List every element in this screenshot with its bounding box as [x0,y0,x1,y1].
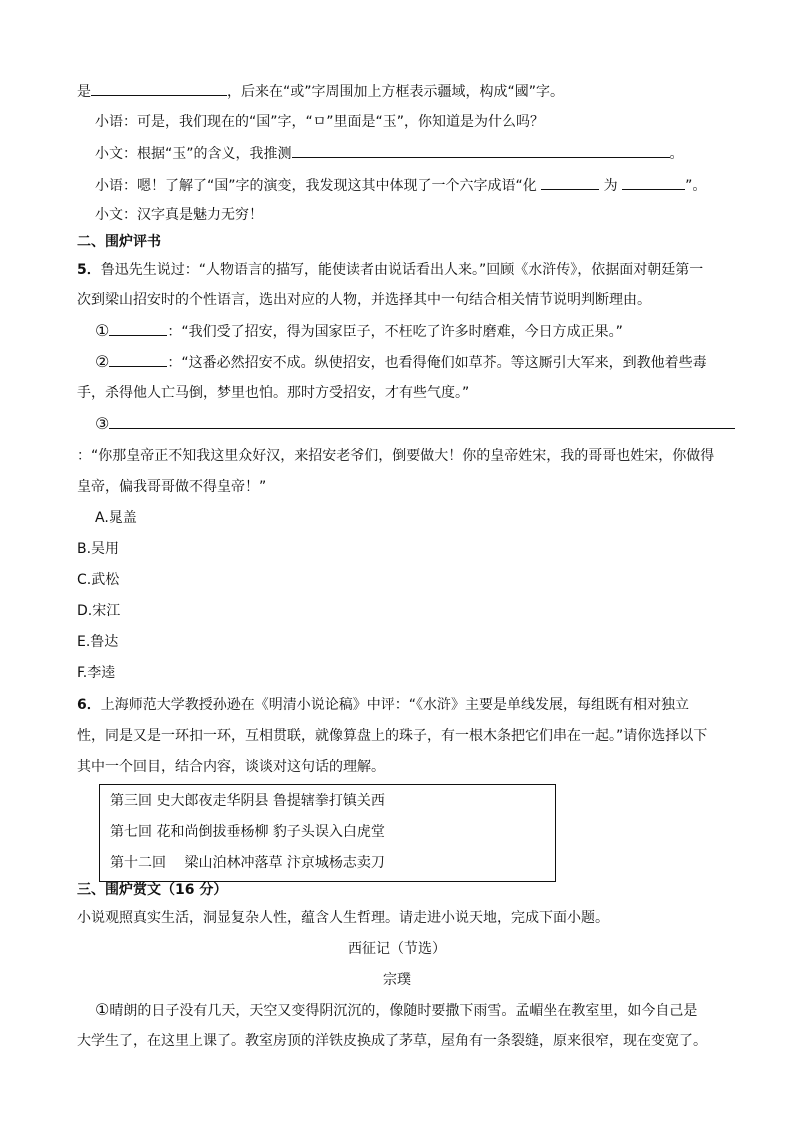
dialogue-xiaoyu-2 [95,175,706,196]
option-c[interactable]: C.武松 [77,572,120,588]
q5-item-2-cont: 手，杀得他人亡马倒，梦里也怕。那时方受招安，才有些气度。” [77,385,470,401]
dialogue-xiaoyu-1: 小语：可是，我们现在的“国”字，“ㅁ”里面是“玉”，你知道是为什么吗？ [95,114,545,130]
q4-line1-pre: 是 [77,84,91,100]
q5-item-2 [95,352,707,373]
question-number: 6． [77,697,101,713]
q5-line1 [77,260,703,280]
q4-line1-post: ，后来在“或”字周围加上方框表示疆域，构成“國”字。 [227,84,565,100]
question-number: 5． [77,262,101,278]
dialogue-text: ”。 [685,178,707,194]
answer-blank[interactable] [622,175,685,190]
q5-line2: 次到梁山招安时的个性语言，选出对应的人物，并选择其中一句结合相关情节说明判断理由。 [77,292,651,308]
answer-blank[interactable] [109,352,167,367]
answer-blank[interactable] [541,175,599,190]
answer-blank[interactable] [109,321,167,336]
chapter-box [99,784,556,882]
dialogue-text: 为 [603,178,618,194]
dialogue-text: 小文：根据“玉”的含义，我推测 [95,146,292,162]
q5-item-3-cont: 皇帝，偏我哥哥做不得皇帝！” [77,479,267,495]
section-heading-2: 二、围炉评书 [77,234,161,250]
q6-line1 [77,695,689,715]
answer-blank[interactable] [292,143,670,158]
dialogue-text: 小语：嗯！了解了“国”字的演变，我发现这其中体现了一个六字成语“化 [95,178,537,194]
chapter-row: 第十二回 梁山泊林冲落草 汴京城杨志卖刀 [110,855,385,871]
question-text: 上海师范大学教授孙逊在《明清小说论稿》中评：“《水浒》主要是单线发展，每组既有相对独立 [100,697,690,713]
q5-item-1 [95,321,623,342]
answer-blank[interactable] [91,81,227,96]
item-number: ① [95,321,110,340]
question-text: 鲁迅先生说过：“人物语言的描写，能使读者由说话看出人来。”回顾《水浒传》，依据面对朝廷第一 [100,262,704,278]
option-a[interactable]: A.晁盖 [95,510,137,526]
dialogue-text: 。 [669,146,684,162]
q5-item-3-text: ：“你那皇帝正不知我这里众好汉，来招安老爷们，倒要做大！你的皇帝姓宋，我的哥哥也姓宋，你做得 [77,448,715,464]
q5-item-3 [95,414,735,435]
option-d[interactable]: D.宋江 [77,603,121,619]
q6-line2: 性，同是又是一环扣一环，互相贯联，就像算盘上的珠子，有一根木条把它们串在一起。”请你选择以下 [77,728,708,744]
q4-line1 [77,81,564,102]
item-text: ：“我们受了招安，得为国家臣子，不枉吃了许多时磨难，今日方成正果。” [167,324,623,340]
story-title: 西征记（节选） [348,941,446,957]
para-1-cont: 大学生了，在这里上课了。教室房顶的洋铁皮换成了茅草，屋角有一条裂缝，原来很窄，现在变宽了。 [77,1033,707,1049]
item-number: ③ [95,414,110,433]
story-author: 宗璞 [383,972,411,988]
section-heading-3: 三、围炉赏文（16 分） [77,882,228,898]
option-b[interactable]: B.吴用 [77,541,120,557]
chapter-row: 第三回 史大郎夜走华阴县 鲁提辖拳打镇关西 [110,793,385,809]
option-f[interactable]: F.李逵 [77,665,116,681]
para-1 [95,1000,697,1021]
section-intro: 小说观照真实生活，洞显复杂人性，蕴含人生哲理。请走进小说天地，完成下面小题。 [77,910,609,926]
para-text: 晴朗的日子没有几天，天空又变得阴沉沉的，像随时要撒下雨雪。孟嵋坐在教室里，如今自己是 [109,1003,698,1019]
item-number: ② [95,352,110,371]
para-number: ① [95,1000,110,1019]
dialogue-xiaowen-2: 小文：汉字真是魅力无穷！ [95,207,263,223]
q6-line3: 其中一个回目，结合内容，谈谈对这句话的理解。 [77,759,385,775]
chapter-row: 第七回 花和尚倒拔垂杨柳 豹子头误入白虎堂 [110,824,385,840]
dialogue-xiaowen-1 [95,143,684,164]
item-text: ：“这番必然招安不成。纵使招安，也看得俺们如草芥。等这厮引大军来，到教他着些毒 [167,355,707,371]
answer-blank[interactable] [109,414,735,429]
option-e[interactable]: E.鲁达 [77,634,119,650]
